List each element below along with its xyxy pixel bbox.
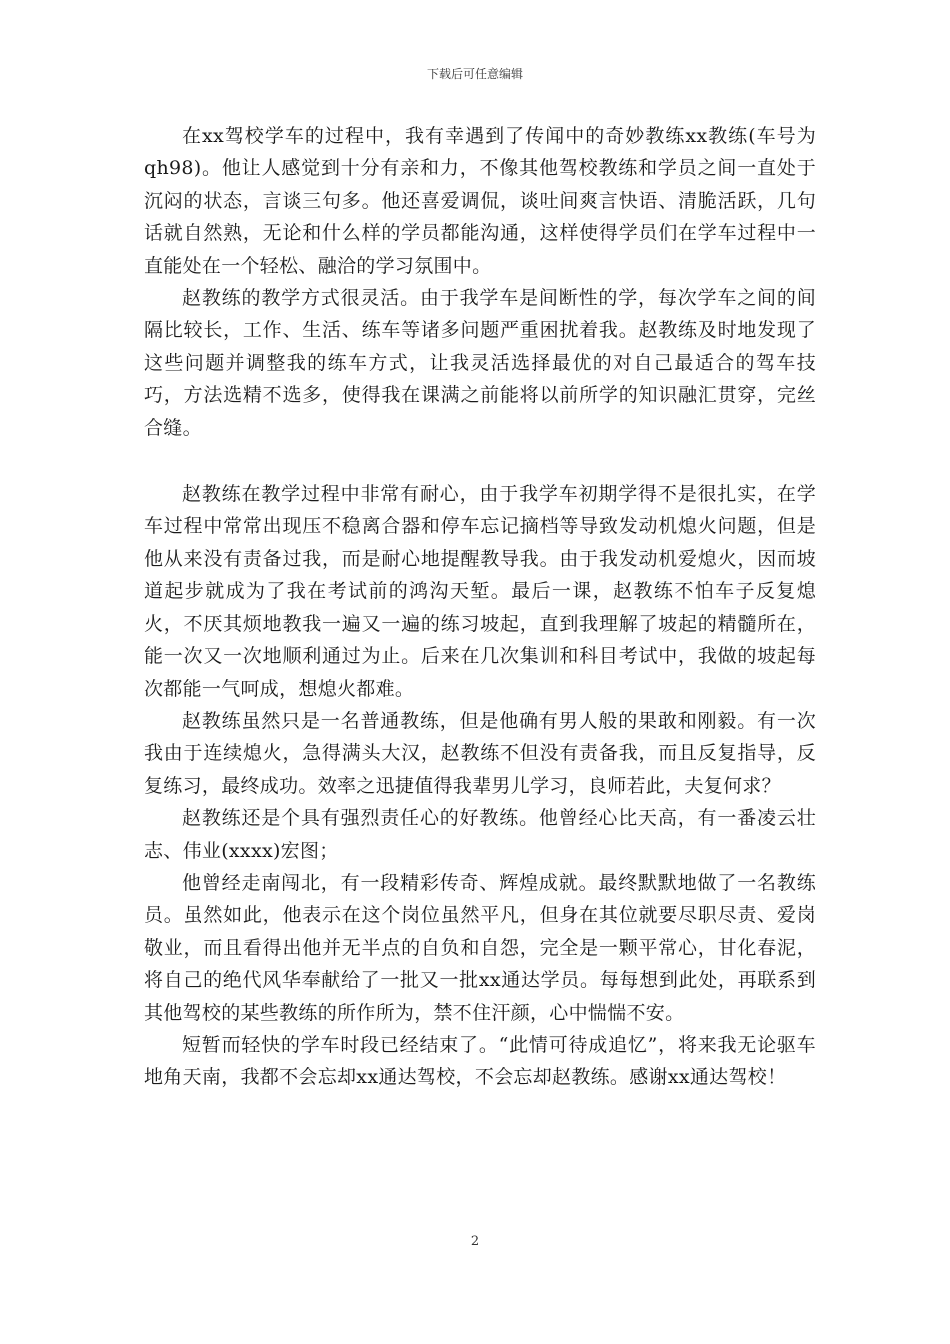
document-body (144, 120, 816, 1094)
paragraph-decisiveness: 赵教练虽然只是一名普通教练，但是他确有男人般的果敢和刚毅。有一次我由于连续熄火，急得满头大汉，赵教练不但没有责备我，而且反复指导，反复练习，最终成功。效率之迅捷值得我辈男儿学习，良师若此，夫复何求？ (144, 709, 816, 797)
page-header: 下载后可任意编辑 (426, 67, 523, 81)
paragraph-career: 他曾经走南闯北，有一段精彩传奇、辉煌成就。最终默默地做了一名教练员。虽然如此，他表示在这个岗位虽然平凡，但身在其位就要尽职尽责、爱岗敬业，而且看得出他并无半点的自负和自怨，完全是一颗平常心，甘化春泥，将自己的绝代风华奉献给了一批又一批xx通达学员。每每想到此处，再联系到其他驾校的某些教练的所作所为，禁不住汗颜，心中惴惴不安。 (144, 871, 816, 1024)
paragraph-conclusion: 短暂而轻快的学车时段已经结束了。“此情可待成追忆”，将来我无论驱车地角天南，我都不会忘却xx通达驾校，不会忘却赵教练。感谢xx通达驾校！ (144, 1033, 816, 1089)
paragraph-responsibility: 赵教练还是个具有强烈责任心的好教练。他曾经心比天高，有一番凌云壮志、伟业(xxxx)宏图； (144, 807, 816, 862)
paragraph-teaching-method: 赵教练的教学方式很灵活。由于我学车是间断性的学，每次学车之间的间隔比较长，工作、生活、练车等诸多问题严重困扰着我。赵教练及时地发现了这些问题并调整我的练车方式，让我灵活选择最优的对自己最适合的驾车技巧，方法选精不选多，使得我在课满之前能将以前所学的知识融汇贯穿，完丝合缝。 (144, 287, 816, 439)
paragraph-driving-school-intro: 在xx驾校学车的过程中，我有幸遇到了传闻中的奇妙教练xx教练(车号为qh98)。他让人感觉到十分有亲和力，不像其他驾校教练和学员之间一直处于沉闷的状态，言谈三句多。他还喜爱调侃，谈吐间爽言快语、清脆活跃，几句话就自然熟，无论和什么样的学员都能沟通，这样使得学员们在学车过程中一直能处在一个轻松、融洽的学习氛围中。 (144, 125, 816, 277)
paragraph-patience: 赵教练在教学过程中非常有耐心，由于我学车初期学得不是很扎实，在学车过程中常常出现压不稳离合器和停车忘记摘档等导致发动机熄火问题，但是他从来没有责备过我，而是耐心地提醒教导我。由于我发动机爱熄火，因而坡道起步就成为了我在考试前的鸿沟天堑。最后一课，赵教练不怕车子反复熄火，不厌其烦地教我一遍又一遍的练习坡起，直到我理解了坡起的精髓所在，能一次又一次地顺利通过为止。后来在几次集训和科目考试中，我做的坡起每次都能一气呵成，想熄火都难。 (144, 483, 816, 700)
page-number: 2 (470, 1234, 480, 1249)
